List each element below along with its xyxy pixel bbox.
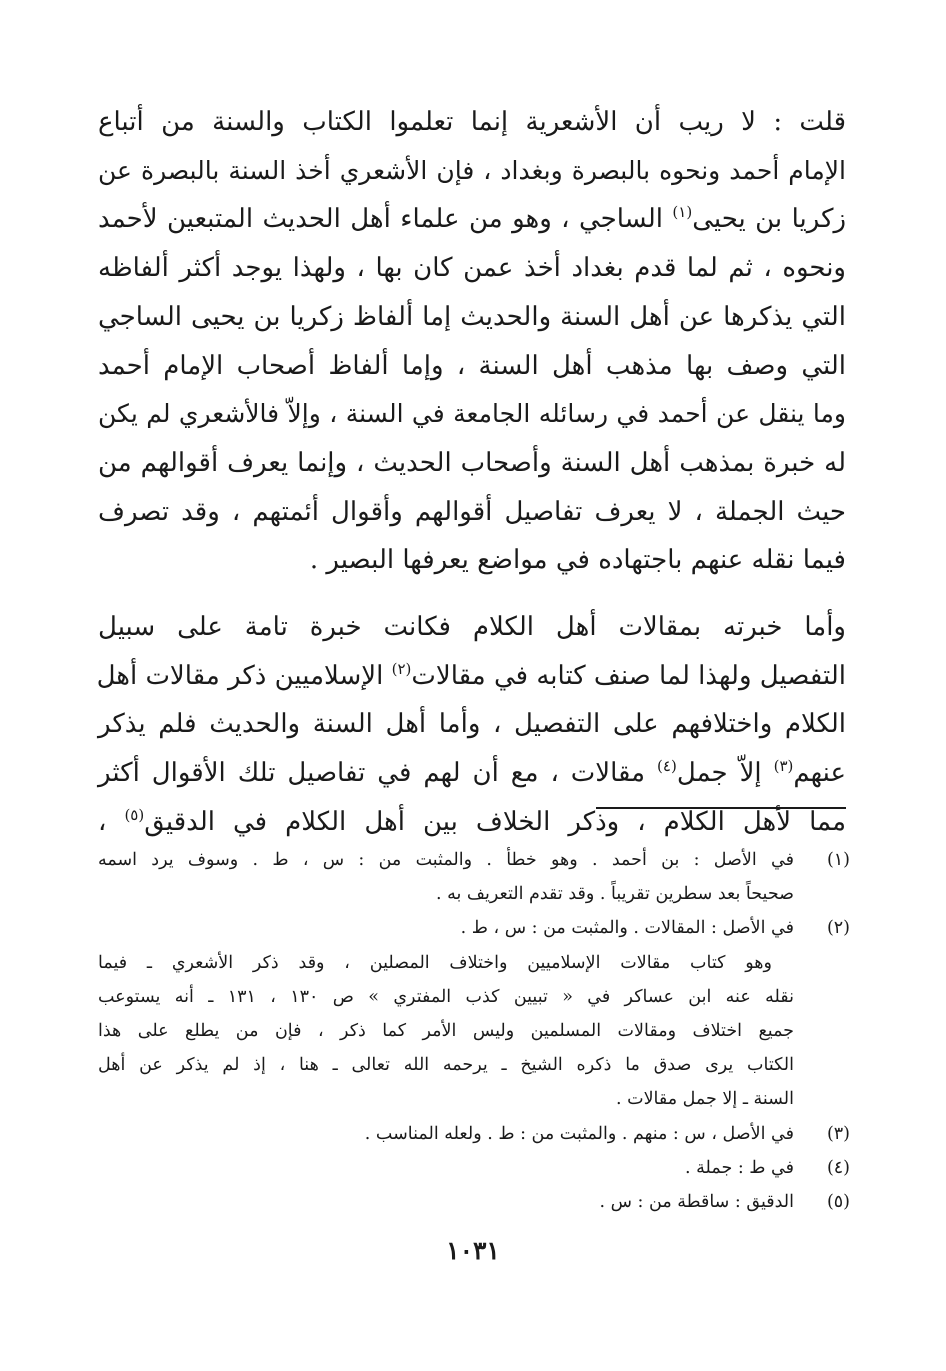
footnote-ref-3: (٣) — [773, 757, 794, 776]
footnote-body — [98, 1117, 794, 1151]
footnote-line: الدقيق : ساقطة من : س . — [599, 1192, 794, 1213]
paragraph-2 — [98, 603, 846, 847]
footnote-body — [98, 1151, 794, 1185]
text-line — [98, 195, 846, 244]
text-segment: زكريا بن يحيى — [692, 204, 847, 235]
text-segment: إلاّ جمل — [676, 758, 774, 789]
text-line: حيث الجملة ، لا يعرف تفاصيل أقوالهم وأقوال أئمتهم ، وقد تصرف — [98, 496, 846, 527]
footnote-separator — [596, 807, 846, 809]
footnote-line: نقله عنه ابن عساكر في « تبيين كذب المفتري » ص ١٣٠ ، ١٣١ ـ أنه يستوعب — [98, 986, 795, 1007]
footnote-body — [98, 843, 794, 911]
footnote-line: في ط : جملة . — [685, 1157, 794, 1178]
text-line: وأما خبرته بمقالات أهل الكلام فكانت خبرة تامة على سبيل — [98, 612, 846, 643]
footnote-line: جميع اختلاف ومقالات المسلمين وليس الأمر كما ذكر ، فإن من يطلع على هذا — [98, 1021, 794, 1042]
text-segment: التفصيل ولهذا لما صنف كتابه في مقالات — [411, 660, 846, 691]
text-segment: مما لأهل الكلام ، وذكر الخلاف بين أهل الكلام في الدقيق — [144, 806, 846, 837]
footnote-number: (٣) — [826, 1123, 850, 1144]
text-line: ونحوه ، ثم لما قدم بغداد أخذ عمن كان بها ، ولهذا يوجد أكثر ألفاظه — [98, 253, 846, 284]
footnote-5 — [98, 1185, 850, 1219]
page-number: ١٠٣١ — [446, 1236, 500, 1265]
text-line: قلت : لا ريب أن الأشعرية إنما تعلموا الكتاب والسنة من أتباع — [98, 107, 846, 137]
footnote-1 — [98, 843, 850, 911]
footnote-number: (٢) — [826, 918, 850, 939]
text-line — [98, 652, 846, 701]
footnote-line: في الأصل : بن أحمد . وهو خطأ . والمثبت من : س ، ط . وسوف يرد اسمه — [98, 850, 794, 870]
footnote-number: (٥) — [826, 1192, 850, 1213]
paragraph-1 — [98, 98, 846, 585]
footnote-line: في الأصل : المقالات . والمثبت من : س ، ط . — [460, 918, 794, 939]
footnote-line: صحيحاً بعد سطرين تقريباً . وقد تقدم التعريف به . — [435, 884, 794, 905]
footnote-3 — [98, 1117, 850, 1151]
footnote-body — [98, 1185, 794, 1219]
footnote-ref-1: (١) — [672, 203, 693, 222]
footnote-line: الكتاب يرى صدق ما ذكره الشيخ ـ يرحمه الله تعالى ـ هنا ، إذ لم يذكر عن أهل — [98, 1055, 794, 1076]
text-line — [98, 749, 846, 798]
footnote-number: (٤) — [826, 1157, 850, 1178]
footnote-ref-2: (٢) — [391, 659, 412, 678]
footnote-ref-4: (٤) — [657, 757, 677, 776]
footnote-4 — [98, 1151, 850, 1185]
text-line: فيما نقله عنهم باجتهاده في مواضع يعرفها البصير . — [309, 545, 846, 576]
text-line: وما ينقل عن أحمد في رسائله الجامعة في السنة ، وإلاّ فالأشعري لم يكن — [98, 399, 846, 429]
text-segment: ، — [98, 806, 125, 837]
footnote-body — [98, 911, 794, 945]
footnote-ref-5: (٥) — [124, 805, 145, 824]
text-segment: مقالات ، مع أن لهم في تفاصيل تلك الأقوال أكثر — [98, 758, 658, 789]
text-segment: عنهم — [793, 758, 847, 789]
text-line: له خبرة بمذهب أهل السنة وأصحاب الحديث ، وإنما يعرف أقوالهم من — [98, 447, 846, 478]
footnote-line: السنة ـ إلا جمل مقالات . — [615, 1089, 794, 1110]
footnote-2 — [98, 911, 850, 945]
footnote-line: في الأصل ، س : منهم . والمثبت من : ط . ولعله المناسب . — [364, 1123, 794, 1144]
text-line — [98, 798, 846, 847]
text-segment: الساجي ، وهو من علماء أهل الحديث المتبعين لأحمد — [98, 204, 673, 235]
text-line: الإمام أحمد ونحوه بالبصرة وبغداد ، فإن الأشعري أخذ السنة بالبصرة عن — [98, 155, 846, 185]
text-line: الكلام واختلافهم على التفصيل ، وأما أهل السنة والحديث فلم يذكر — [98, 709, 846, 740]
text-segment: الإسلاميين ذكر مقالات أهل — [96, 660, 392, 691]
footnotes — [98, 843, 850, 1219]
footnote-number: (١) — [826, 850, 850, 870]
footnote-line: وهو كتاب مقالات الإسلاميين واختلاف المصلين ، وقد ذكر الأشعري ـ فيما — [98, 952, 772, 973]
footnote-2-continuation — [98, 946, 850, 1117]
text-line: التي يذكرها عن أهل السنة والحديث إما ألفاظ زكريا بن يحيى الساجي — [98, 301, 846, 332]
text-line: التي وصف بها مذهب أهل السنة ، وإما ألفاظ أصحاب الإمام أحمد — [98, 350, 846, 381]
main-text — [98, 98, 846, 847]
